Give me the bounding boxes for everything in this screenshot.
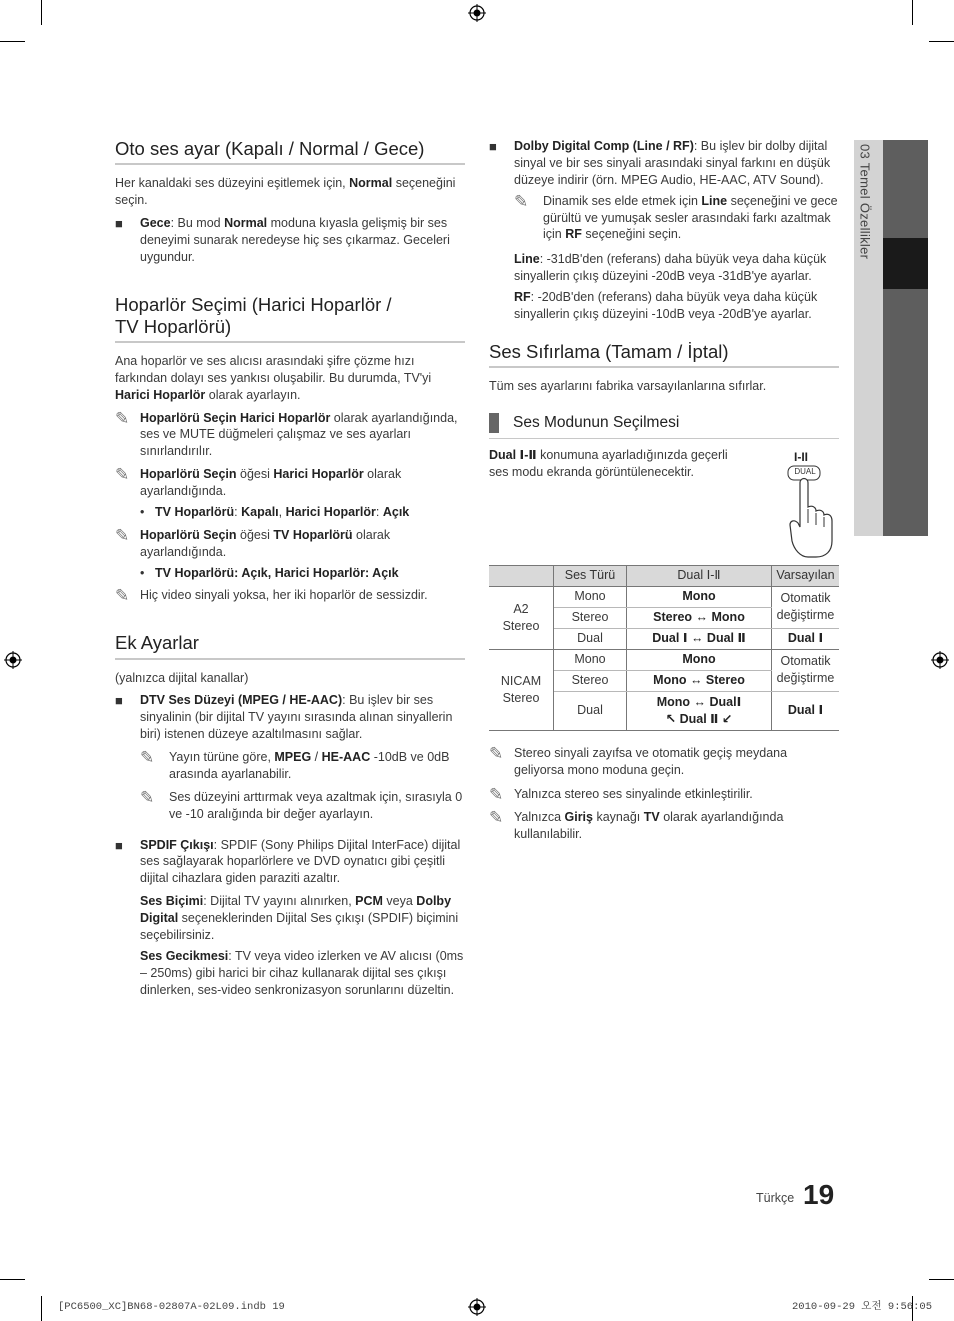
note-item: ✎ Yayın türüne göre, MPEG / HE-AAC -10dB ve 0dB arasında ayarlanabilir.: [140, 748, 450, 781]
note-item: ✎ Hoparlörü Seçin öğesi TV Hoparlörü olarak ayarlandığında.: [115, 525, 391, 559]
side-tab-marker: [883, 238, 928, 289]
subsection-title-ses-modu: Ses Modunun Seçilmesi: [489, 413, 839, 439]
print-slug-right: 2010-09-29 오전 9:56:05: [792, 1301, 933, 1313]
registration-mark-icon: [4, 651, 22, 669]
section-title-ek-ayarlar: Ek Ayarlar: [115, 632, 465, 659]
crop-mark: [41, 0, 42, 25]
crop-mark: [41, 1296, 42, 1321]
note-item: ✎ Yalnızca Giriş kaynağı TV olarak ayarlandığında kullanılabilir.: [489, 808, 784, 842]
pencil-note-icon: ✎: [140, 787, 155, 807]
pencil-note-icon: ✎: [115, 465, 130, 485]
table-cell-category: A2 Stereo: [489, 586, 554, 649]
table-cell: Mono ↔ DualⅠ ↖ Dual Ⅱ ↙: [627, 691, 772, 730]
table-header-cell: Varsayılan: [772, 565, 840, 586]
pencil-note-icon: ✎: [489, 808, 504, 828]
table-cell: Mono: [554, 586, 627, 607]
list-item-spdif: ■ SPDIF Çıkışı: SPDIF (Sony Philips Dijital InterFace) dijital ses sağlayarak hoparlörlere ve DVD oynatıcı gibi çeşitli dijital cihazlara giden paraziti azaltır.: [115, 837, 461, 886]
ses-gecikmesi-text: Ses Gecikmesi: TV veya video izlerken ve AV alıcısı (0ms – 250ms) gibi harici bir cihaz kullanarak dijital ses çıkışı dinlerken, ses-video senkronizasyon sorunlarını düzeltin.: [140, 948, 464, 997]
table-header-cell: Dual Ⅰ-Ⅱ: [627, 565, 772, 586]
square-bullet-icon: ■: [115, 215, 123, 231]
table-header-row: [489, 565, 839, 586]
table-cell: Dual Ⅰ: [772, 628, 840, 649]
pencil-note-icon: ✎: [115, 408, 130, 428]
right-column: [489, 138, 839, 843]
list-item-dolby: ■ Dolby Digital Comp (Line / RF): Bu işlev bir dolby dijital sinyal ve bir ses sinyali arasındaki sinyal farkını en düşük düzeye indirir (örn. MPEG Audio, HE-AAC, ATV Sound).: [489, 139, 831, 187]
table-cell: Otomatik değiştirme: [772, 586, 840, 628]
table-cell: Dual: [554, 691, 627, 730]
note-item: ✎ Dinamik ses elde etmek için Line seçeneğini ve gece gürültü ve yumuşak sesler arasındaki farkı azaltmak için RF seçeneğini seçin.: [514, 191, 838, 242]
table-cell: Mono: [627, 586, 772, 607]
table-row: [489, 649, 839, 670]
section-title-oto-ses: Oto ses ayar (Kapalı / Normal / Gece): [115, 138, 465, 165]
remote-dual-label: I-II: [794, 449, 808, 464]
print-slug-left: [PC6500_XC]BN68-02807A-02L09.indb 19: [58, 1301, 285, 1313]
dual-mode-table: [489, 565, 839, 731]
ek-ayarlar-sub: (yalnızca dijital kanallar): [115, 670, 249, 685]
dot-bullet-icon: •: [140, 504, 145, 519]
table-cell: Mono: [554, 649, 627, 670]
oto-ses-intro: Her kanaldaki ses düzeyini eşitlemek için, Normal seçeneğini seçin.: [115, 176, 456, 208]
side-tab-label: 03 Temel Özellikler: [857, 144, 873, 260]
table-cell-category: NICAM Stereo: [489, 649, 554, 730]
heading-bar: [489, 413, 499, 433]
dot-bullet-icon: •: [140, 565, 145, 580]
table-cell: Mono ↔ Stereo: [627, 670, 772, 691]
page-number: 19: [803, 1179, 835, 1210]
sub-list-item: • TV Hoparlörü: Açık, Harici Hoparlör: Açık: [140, 565, 399, 580]
footer-language: Türkçe: [756, 1191, 795, 1205]
crop-mark: [912, 0, 913, 25]
side-tab-dark: [883, 140, 928, 536]
pencil-note-icon: ✎: [140, 748, 155, 767]
note-item: ✎ Ses düzeyini arttırmak veya azaltmak için, sırasıyla 0 ve -10 aralığında bir değer ayarlayın.: [140, 787, 463, 821]
ses-bicimi-text: Ses Biçimi: Dijital TV yayını alınırken, PCM veya Dolby Digital seçeneklerinden Dijital Ses çıkışı (SPDIF) biçimini seçebilirsiniz.: [140, 894, 459, 942]
ses-modu-text: Dual Ⅰ-Ⅱ konumuna ayarladığınızda geçerli ses modu ekranda görüntülenecektir.: [489, 447, 728, 479]
table-header-cell: Ses Türü: [554, 565, 627, 586]
sub-list-item: • TV Hoparlörü: Kapalı, Harici Hoparlör: Açık: [140, 504, 410, 519]
crop-mark: [929, 1279, 954, 1280]
table-cell: Otomatik değiştirme: [772, 649, 840, 691]
dual-button-label: DUAL: [794, 466, 816, 476]
pencil-note-icon: ✎: [514, 191, 529, 211]
table-row: [489, 586, 839, 607]
list-item-gece: ■ Gece: Bu mod Normal moduna kıyasla gelişmiş bir ses deneyimi sunarak neredeyse hiç ses çıkarmaz. Geceleri uygundur.: [115, 215, 450, 264]
note-item: ✎ Hoparlörü Seçin öğesi Harici Hoparlör olarak ayarlandığında.: [115, 465, 402, 499]
square-bullet-icon: ■: [115, 837, 123, 853]
list-item-dtv: ■ DTV Ses Düzeyi (MPEG / HE-AAC): Bu işlev bir ses sinyalinin (bir dijital TV yayını sırasında alınan sinyallerin biri) istenen düzeye azaltılmasını sağlar.: [115, 693, 453, 742]
crop-mark: [0, 41, 25, 42]
pencil-note-icon: ✎: [115, 525, 130, 545]
section-title-hoparlor: Hoparlör Seçimi (Harici Hoparlör / TV Hoparlörü): [115, 294, 465, 343]
left-column: [115, 138, 465, 998]
table-cell: Mono: [627, 649, 772, 670]
registration-mark-icon: [468, 4, 486, 22]
table-cell: Dual Ⅰ: [772, 691, 840, 730]
section-title-ses-sifirlama: Ses Sıfırlama (Tamam / İptal): [489, 341, 839, 368]
crop-mark: [0, 1279, 25, 1280]
note-item: ✎ Hiç video sinyali yoksa, her iki hoparlör de sessizdir.: [115, 587, 465, 604]
rf-text: RF: -20dB'den (referans) daha büyük veya daha küçük sinyallerin çıkış düzeyini -10dB veya -20dB'ye ayarlar.: [514, 290, 818, 321]
table-header-cell: [489, 565, 554, 586]
line-text: Line: -31dB'den (referans) daha büyük veya daha küçük sinyallerin çıkış düzeyini -20dB veya -31dB'ye ayarlar.: [514, 252, 827, 284]
square-bullet-icon: ■: [489, 139, 497, 154]
registration-mark-icon: [931, 651, 949, 669]
pencil-note-icon: ✎: [489, 785, 504, 805]
square-bullet-icon: ■: [115, 693, 123, 709]
table-cell: Stereo: [554, 607, 627, 628]
table-cell: Stereo ↔ Mono: [627, 607, 772, 628]
table-cell: Stereo: [554, 670, 627, 691]
hoparlor-intro: Ana hoparlör ve ses alıcısı arasındaki şifre çözme hızı farkından dolayı ses yankısı oluşabilir. Bu durumda, TV'yi Harici Hoparlör olarak ayarlayın.: [115, 353, 432, 402]
note-item: ✎ Hoparlörü Seçin Harici Hoparlör olarak ayarlandığında, ses ve MUTE düğmeleri çalışmaz ve ses ayarları sınırlandırılır.: [115, 408, 458, 459]
remote-hand-illustration: [786, 449, 841, 559]
registration-mark-icon: [468, 1298, 486, 1316]
note-item: ✎ Stereo sinyali zayıfsa ve otomatik geçiş meydana geliyorsa mono moduna geçin.: [489, 743, 788, 777]
table-cell: Dual: [554, 628, 627, 649]
pencil-note-icon: ✎: [489, 743, 504, 763]
pencil-note-icon: ✎: [115, 586, 130, 606]
ses-modu-block: [489, 447, 839, 559]
crop-mark: [929, 41, 954, 42]
ses-sifirlama-text: Tüm ses ayarlarını fabrika varsayılanlarına sıfırlar.: [489, 378, 767, 393]
note-item: ✎ Yalnızca stereo ses sinyalinde etkinleştirilir.: [489, 786, 839, 803]
table-cell: Dual Ⅰ ↔ Dual Ⅱ: [627, 628, 772, 649]
